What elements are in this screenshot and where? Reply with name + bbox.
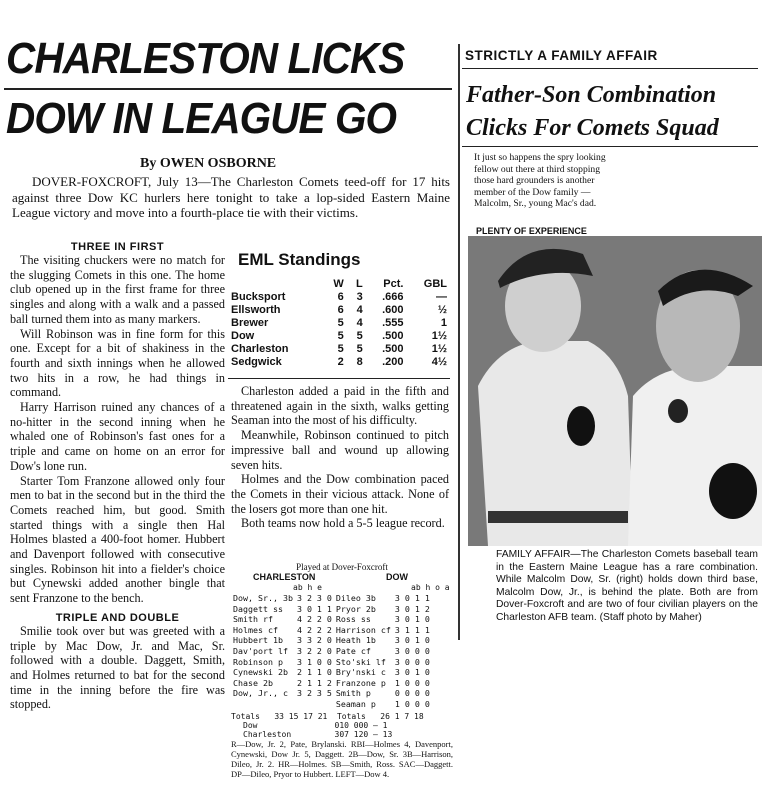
player-stats: 1 0 0 0 [394,698,430,709]
team-headers [231,572,453,583]
player-name: Ross ss [335,614,371,625]
player-name: Holmes cf [233,624,278,635]
box-row [231,635,432,646]
linescore-charleston: Charleston 307 120 — 13 [243,729,393,739]
box-totals: Totals 33 15 17 21 Totals 26 1 7 18 [231,711,424,721]
player-name: Dileo 3b [335,593,376,603]
right-headline-line1: Father-Son Combination [466,82,717,108]
paragraph: The visiting chuckers were no match for the slugging Comets in this one. The home club opened up in the first frame for three singles and along with a walk and a passed ball turned them into as many markers. [10,253,225,326]
box-row [231,593,432,604]
box-score-table [231,593,432,710]
pct: .666 [382,291,404,303]
wins: 5 [337,330,344,342]
losses: 4 [356,304,363,316]
player-stats: 3 0 1 0 [394,635,430,646]
team1-name: CHARLESTON [253,572,316,582]
player-stats: 4 2 2 2 [296,624,332,635]
middle-column [231,384,449,531]
player-name: Smith p [335,688,371,699]
pct: .600 [382,304,404,316]
player-name: Bry'nski c [335,667,386,678]
standings-header: GBL [423,278,447,290]
player-name: Sto'ski lf [335,656,386,667]
headline-rule [4,88,452,90]
player-stats: 2 1 1 2 [296,677,332,688]
linescore-dow: Dow 010 000 — 1 [243,720,388,730]
losses: 3 [356,291,363,303]
player-stats: 3 2 2 0 [296,645,332,656]
team-name: Sedgwick [231,356,282,368]
standings-header: W [333,278,344,290]
team-name: Bucksport [231,291,286,303]
player-name: Pryor 2b [335,603,376,614]
pct: .200 [382,356,404,368]
photo-caption: FAMILY AFFAIR—The Charleston Comets baseball team in the Eastern Maine League has a rare combination. While Malcolm Dow, Sr. (right) holds down third base, Malcolm Dow, Jr., is behind the plate. Both are from Dover-Foxcroft and are two of four civilian players on the Charleston AFB team. (Staff photo by Maher) [496,549,758,623]
games-behind: 1½ [431,330,447,342]
players-photo-image [468,236,762,546]
standings-row [228,304,450,317]
team-name: Dow [231,330,255,342]
player-name: Seaman p [335,698,376,709]
team-name: Charleston [231,343,289,355]
standings-header: Pct. [383,278,404,290]
column-divider [458,44,460,640]
games-behind: 1 [440,317,447,329]
box-row [231,667,432,678]
player-stats [295,699,334,710]
kicker: STRICTLY A FAMILY AFFAIR [465,48,658,63]
standings-header: L [355,278,363,290]
box-row [231,625,432,636]
team-name: Ellsworth [231,304,281,316]
player-stats: 3 1 0 0 [296,656,332,667]
paragraph: Will Robinson was in fine form for this one. Except for a bit of shakiness in the fourth and sixth innings when he allowed two hits in a row, he had things in command. [10,326,225,400]
wins: 6 [337,291,344,303]
box-row [231,688,432,699]
player-stats: 3 1 1 1 [394,624,430,635]
losses: 5 [356,343,363,355]
player-name: Dav'port lf [233,645,288,656]
standings-title: EML Standings [238,250,361,269]
player-name: Daggett ss [233,603,283,614]
player-name: Chase 2b [233,677,273,688]
games-behind: ½ [437,304,447,316]
paragraph: Harry Harrison ruined any chances of a no-hitter in the second inning when he whaled one of Robinson's fast ones for a triple and came on home on an error for Dow's lone run. [10,400,225,473]
player-stats: 3 0 0 0 [394,645,430,656]
player-stats: 3 0 1 1 [394,593,430,603]
standings-table [228,278,450,369]
player-name: Heath 1b [335,635,376,646]
standings-row [228,356,450,369]
paragraph: Starter Tom Franzone allowed only four men to bat in the second but in the third the Comets reached him, but good. Smith started things with a single then Hal Holmes blasted a 400-foot homer. Hubbert and Davenport followed with consecutive singles. Robinson hit into a fielder's choice but Cynewski added another bingle that sent Franzone to the bench. [10,473,225,606]
player-stats: 3 0 0 0 [394,656,430,667]
standings-row [228,291,450,304]
losses: 8 [356,356,363,368]
standings-header [228,278,322,291]
player-stats: 3 2 3 5 [296,688,332,699]
box-summary: R—Dow, Jr. 2, Pate, Brylanski. RBI—Holmes 4, Davenport, Cynewski, Dow Jr. 5, Daggett. 2B—Dow, Sr. 3B—Harrison, Dileo, Jr. 2. HR—Holmes. SB—Smith, Ross. SAC—Daggett. DP—Dileo, Pryor to Hubbert. LEFT—Dow 4. [231,738,453,779]
intro-text: It just so happens the spry looking fellow out there at third stopping those hard grounders is another member of the Dow family — Malcolm, Sr., young Mac's dad. [474,152,606,210]
standings-row [228,317,450,330]
player-stats: 2 1 1 0 [296,667,332,678]
stat-header-left: ab h e [293,583,322,592]
kicker-rule [462,68,758,69]
team2-name: DOW [386,572,408,582]
player-stats: 3 0 1 1 [296,603,332,614]
photo-label: PLENTY OF EXPERIENCE [476,226,587,236]
subhead-three-in-first: THREE IN FIRST [70,241,165,253]
player-name: Cynewski 2b [233,667,288,678]
player-name: Pate cf [335,645,371,656]
player-stats: 3 0 1 0 [394,667,430,678]
team-photo [468,236,762,546]
player-name: Hubbert 1b [233,635,283,646]
box-row [231,678,432,689]
standings-row [228,343,450,356]
right-headline-line2: Clicks For Comets Squad [466,115,719,141]
stat-header-right: ab h o a [411,583,450,592]
lead-paragraph: DOVER-FOXCROFT, July 13—The Charleston Comets teed-off for 17 hits against three Dow KC hurlers here tonight to take a lop-sided Eastern Maine League victory and move into a fourth-place tie with their victims. [12,174,450,220]
standings-row [228,330,450,343]
player-name: Franzone p [335,677,386,688]
box-row [231,657,432,668]
standings-box [228,250,450,369]
player-stats: 3 2 3 0 [296,593,332,603]
losses: 5 [356,330,363,342]
wins: 5 [337,317,344,329]
paragraph: Meanwhile, Robinson continued to pitch impressive ball and wound up allowing seven hits. [231,428,449,472]
paragraph: Holmes and the Dow combination paced the Comets in their vicious attack. None of the losers got more than one hit. [231,472,449,516]
games-behind: 1½ [431,343,447,355]
standings-header-row [228,278,450,291]
pct: .500 [382,343,404,355]
standings-rule [228,378,450,379]
box-row [231,604,432,615]
headline-rule-right [462,146,758,147]
player-stats: 3 0 1 2 [394,603,430,614]
stat-headers [231,583,453,593]
paragraph: Smilie took over but was greeted with a triple by Mac Dow, Jr. and Mac, Sr. followed with a double. Daggett, Smith, and Holmes returned to bat for the second time in the inning before the fire was stopped. [10,623,225,712]
wins: 6 [337,304,344,316]
player-stats: 1 0 0 0 [394,677,430,688]
losses: 4 [356,317,363,329]
player-stats: 0 0 0 0 [394,688,430,699]
paragraph: Both teams now hold a 5-5 league record. [241,516,445,531]
player-name: Dow, Jr., c [233,688,288,699]
left-column [10,241,225,712]
box-row [231,614,432,625]
player-stats: 4 2 2 0 [296,614,332,625]
player-name: Smith rf [233,614,273,625]
byline: By OWEN OSBORNE [140,156,277,171]
box-row [231,699,432,710]
player-name: Harrison cf [335,624,391,635]
box-score [231,562,453,779]
played-at: Played at Dover-Foxcroft [296,562,388,572]
wins: 5 [337,343,344,355]
games-behind: — [436,291,447,303]
player-name: Dow, Sr., 3b [233,593,293,603]
pct: .500 [382,330,404,342]
box-row [231,646,432,657]
pct: .555 [382,317,404,329]
subhead-triple-and-double: TRIPLE AND DOUBLE [55,611,180,624]
player-name: Robinson p [233,656,283,667]
player-stats: 3 3 2 0 [296,635,332,646]
player-stats: 3 0 1 0 [394,614,430,625]
games-behind: 4½ [431,356,447,368]
paragraph: Charleston added a paid in the fifth and threatened again in the sixth, walks getting Seaman into the most of his difficulty. [231,384,449,428]
main-headline-line1: CHARLESTON LICKS [6,34,405,83]
main-headline-line2: DOW IN LEAGUE GO [6,94,397,143]
team-name: Brewer [231,317,269,329]
player-name [231,699,295,710]
wins: 2 [337,356,344,368]
